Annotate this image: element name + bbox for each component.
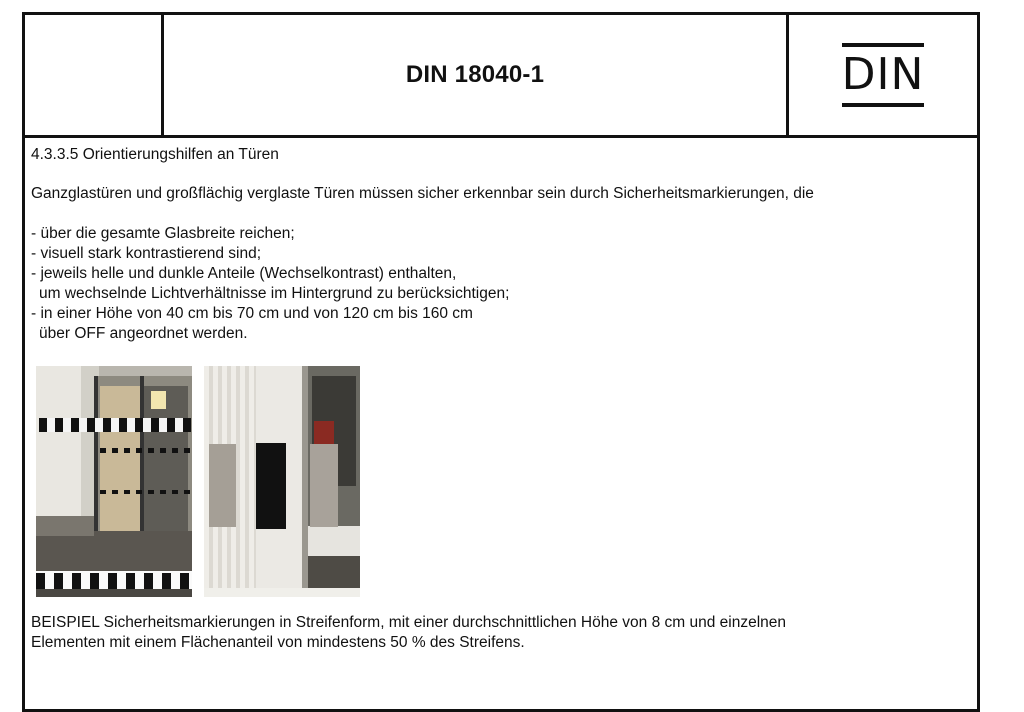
list-item: - visuell stark kontrastierend sind; [31,245,262,262]
document-title: DIN 18040-1 [405,61,545,88]
caption-line-2: Elementen mit einem Flächenanteil von mindestens 50 % des Streifens. [31,634,525,651]
title-block-logo-cell [789,15,977,135]
section-heading: 4.3.3.5 Orientierungshilfen an Türen [31,146,279,163]
list-item: um wechselnde Lichtverhältnisse im Hintergrund zu berücksichtigen; [39,285,510,302]
title-block [25,15,977,138]
document-body [31,145,1004,344]
title-block-empty-cell [25,15,164,135]
requirements-list [31,224,1004,344]
title-block-title-cell [164,15,789,135]
din-logo: DIN [842,43,925,107]
list-item: - jeweils helle und dunkle Anteile (Wechselkontrast) enthalten, [31,265,457,282]
list-item: - in einer Höhe von 40 cm bis 70 cm und von 120 cm bis 160 cm [31,305,473,322]
intro-paragraph: Ganzglastüren und großflächig verglaste Türen müssen sicher erkennbar sein durch Sicherheitsmarkierungen, die [31,185,814,202]
photo-glass-door-striped-markings [36,366,192,597]
example-photos [36,366,360,597]
document-frame [22,12,980,712]
photo-glass-door-block-markings [204,366,360,597]
list-item: über OFF angeordnet werden. [39,325,248,342]
list-item: - über die gesamte Glasbreite reichen; [31,225,295,242]
caption-line-1: BEISPIEL Sicherheitsmarkierungen in Streifenform, mit einer durchschnittlichen Höhe von 8 cm und einzelnen [31,614,787,631]
figure-caption [31,613,964,653]
